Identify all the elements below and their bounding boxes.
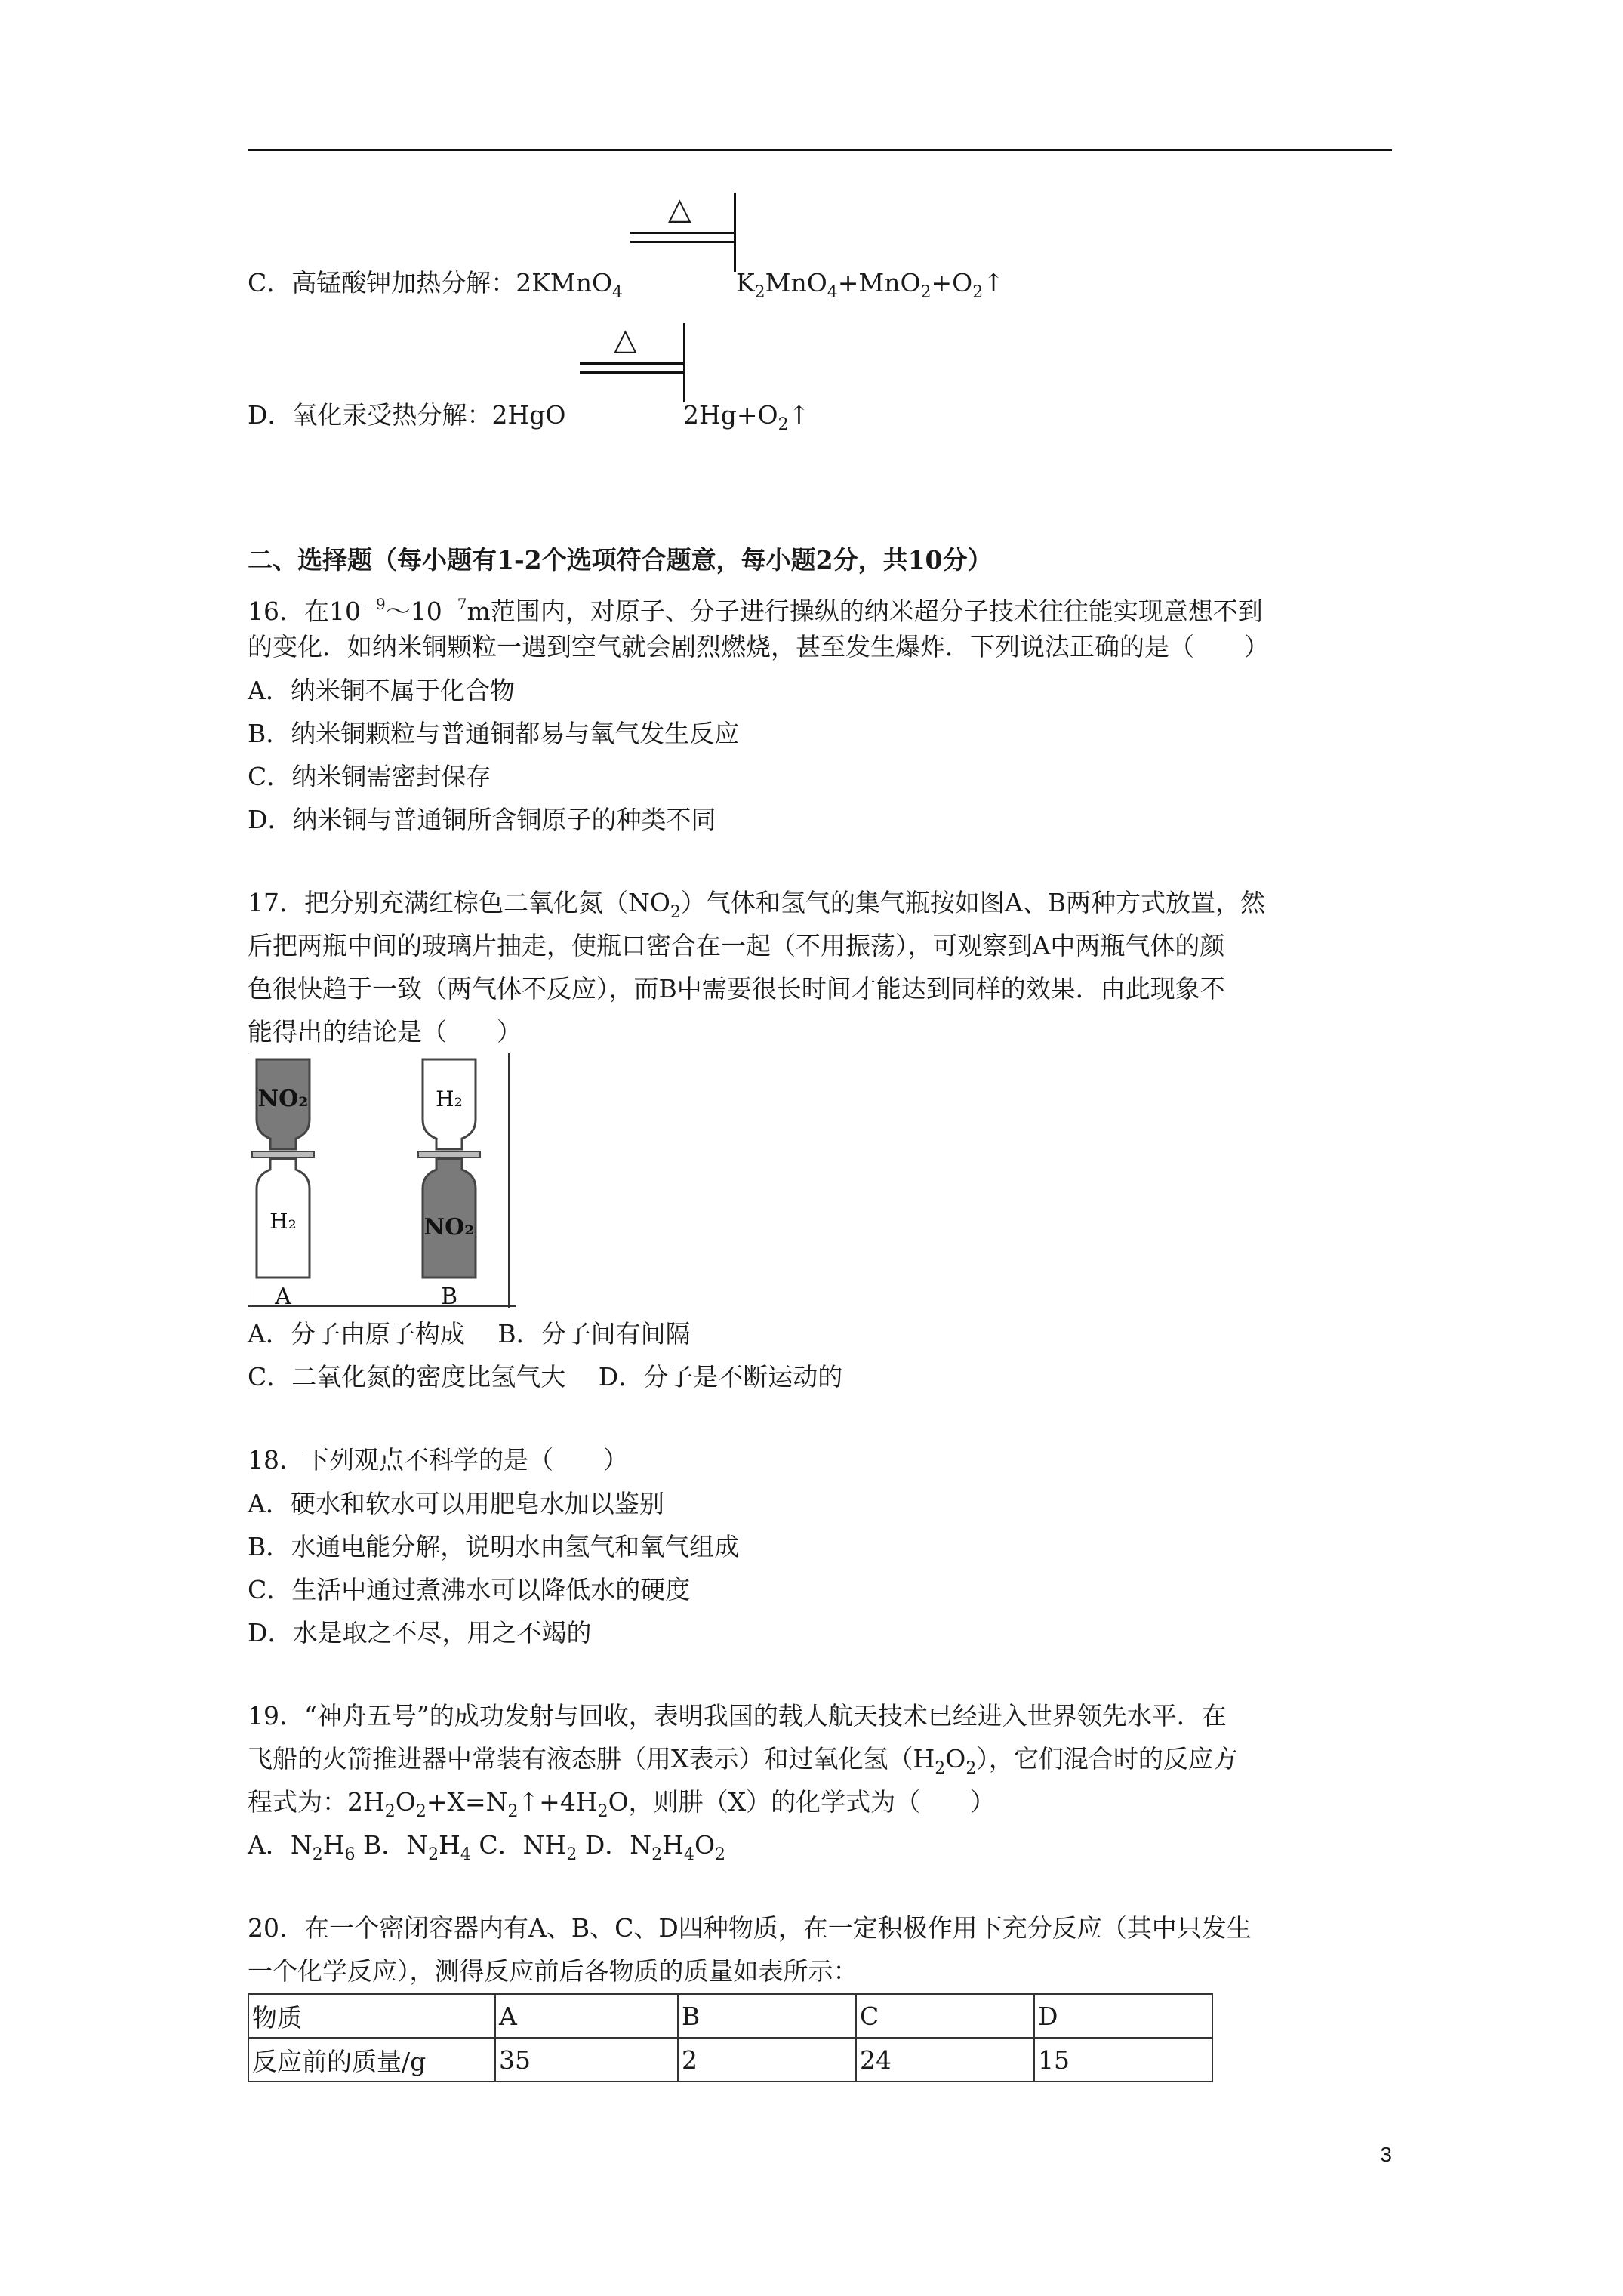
q19-stem-line1: 19．“神舟五号”的成功发射与回收，表明我国的载人航天技术已经进入世界领先水平．在 bbox=[248, 1701, 1227, 1730]
setup-a bbox=[252, 1059, 314, 1308]
q19-stem-line3: 程式为：$2H_2O_2+X=N_2↑+4H_2O$，则肼（X）的化学式为（ ） bbox=[248, 1787, 996, 1821]
section-heading: 二、选择题（每小题有1-2个选项符合题意，每小题2分，共10分） bbox=[248, 545, 993, 575]
q17-stem-line3: 色很快趋于一致（两气体不反应），而B中需要很长时间才能达到同样的效果．由此现象不 bbox=[248, 974, 1225, 1003]
q19-options bbox=[248, 1830, 725, 1870]
table-row bbox=[248, 1994, 1212, 2038]
table-cell: 24 bbox=[856, 2038, 1034, 2082]
table-cell: 反应前的质量/g bbox=[248, 2038, 495, 2082]
q17-options-cd: C．二氧化氮的密度比氢气大 D．分子是不断运动的 bbox=[248, 1362, 843, 1391]
q18-option-b: B．水通电能分解，说明水由氢气和氧气组成 bbox=[248, 1532, 740, 1561]
label-a-top: NO₂ bbox=[257, 1086, 309, 1112]
q16-option-a: A．纳米铜不属于化合物 bbox=[248, 676, 515, 705]
heat-condition-c bbox=[630, 193, 736, 276]
q19-option-c: C．$NH_2$ bbox=[479, 1830, 577, 1864]
header-rule bbox=[248, 149, 1392, 151]
table-cell: 15 bbox=[1034, 2038, 1212, 2082]
option-c-equation: C．高锰酸钾加热分解：2KMnO$_4$ bbox=[248, 268, 623, 302]
q19-option-b: B．$N_2H_4$ bbox=[363, 1830, 471, 1864]
label-b-top: H₂ bbox=[436, 1086, 463, 1111]
q17-options-ab: A．分子由原子构成 B．分子间有间隔 bbox=[248, 1319, 691, 1348]
q16-option-c: C．纳米铜需密封保存 bbox=[248, 762, 491, 791]
q20-stem-line2: 一个化学反应），测得反应前后各物质的质量如表所示： bbox=[248, 1956, 858, 1986]
table-row bbox=[248, 2038, 1212, 2082]
setup-b bbox=[418, 1059, 480, 1308]
q17-stem-line4: 能得出的结论是（ ） bbox=[248, 1017, 522, 1046]
q16-option-b: B．纳米铜颗粒与普通铜都易与氧气发生反应 bbox=[248, 719, 740, 748]
q16-option-d: D．纳米铜与普通铜所含铜原子的种类不同 bbox=[248, 805, 716, 834]
heat-triangle-icon: △ bbox=[614, 322, 637, 357]
q19-stem-line2: 飞船的火箭推进器中常装有液态肼（用X表示）和过氧化氢$(H_2O_2)$，它们混合时的反应方 bbox=[248, 1744, 1238, 1778]
q17-stem-line1: 17．把分别充满红棕色二氧化氮$(NO_2)$气体和氢气的集气瓶按如图A、B两种方式放置，然 bbox=[248, 888, 1266, 922]
q16-stem-line2: 的变化．如纳米铜颗粒一遇到空气就会剧烈燃烧，甚至发生爆炸．下列说法正确的是（ ） bbox=[248, 632, 1269, 661]
page-number: 3 bbox=[1380, 2143, 1392, 2166]
heat-triangle-icon: △ bbox=[668, 192, 691, 227]
table-cell: B bbox=[678, 1994, 856, 2038]
table-cell: D bbox=[1034, 1994, 1212, 2038]
option-c-products: $K_2MnO_4+MnO_2+O_2↑$ bbox=[736, 268, 1004, 302]
q18-option-c: C．生活中通过煮沸水可以降低水的硬度 bbox=[248, 1575, 691, 1604]
heat-condition-d bbox=[580, 323, 685, 406]
q18-option-a: A．硬水和软水可以用肥皂水加以鉴别 bbox=[248, 1489, 664, 1518]
q18-option-d: D．水是取之不尽，用之不竭的 bbox=[248, 1618, 592, 1647]
table-cell: 35 bbox=[495, 2038, 678, 2082]
q16-stem-line1: 16．在$10^{﹣9}\sim 10^{﹣7}m$范围内，对原子、分子进行操纵的纳米超分子技术往往能实现意想不到 bbox=[248, 595, 1263, 626]
q18-stem: 18．下列观点不科学的是（ ） bbox=[248, 1445, 628, 1475]
label-a-bottom: H₂ bbox=[269, 1209, 297, 1234]
q19-option-a: A．$N_2H_6$ bbox=[248, 1830, 356, 1864]
q19-option-d: D．$N_2H_4O_2$ bbox=[584, 1830, 726, 1864]
setup-b-label: B bbox=[440, 1284, 458, 1308]
setup-a-label: A bbox=[275, 1284, 291, 1308]
label-b-bottom: NO₂ bbox=[423, 1214, 475, 1240]
table-cell: C bbox=[856, 1994, 1034, 2038]
q17-stem-line2: 后把两瓶中间的玻璃片抽走，使瓶口密合在一起（不用振荡），可观察到A中两瓶气体的颜 bbox=[248, 931, 1225, 960]
q20-stem-line1: 20．在一个密闭容器内有A、B、C、D四种物质，在一定积极作用下充分反应（其中只发生 bbox=[248, 1913, 1252, 1943]
table-cell: 2 bbox=[678, 2038, 856, 2082]
gas-jars-figure bbox=[248, 1053, 516, 1308]
table-cell: A bbox=[495, 1994, 678, 2038]
mass-table bbox=[248, 1993, 1213, 2082]
option-d-products: $2Hg+O_2↑$ bbox=[683, 400, 810, 434]
table-cell: 物质 bbox=[248, 1994, 495, 2038]
option-d-equation: D．氧化汞受热分解：2HgO bbox=[248, 400, 566, 430]
